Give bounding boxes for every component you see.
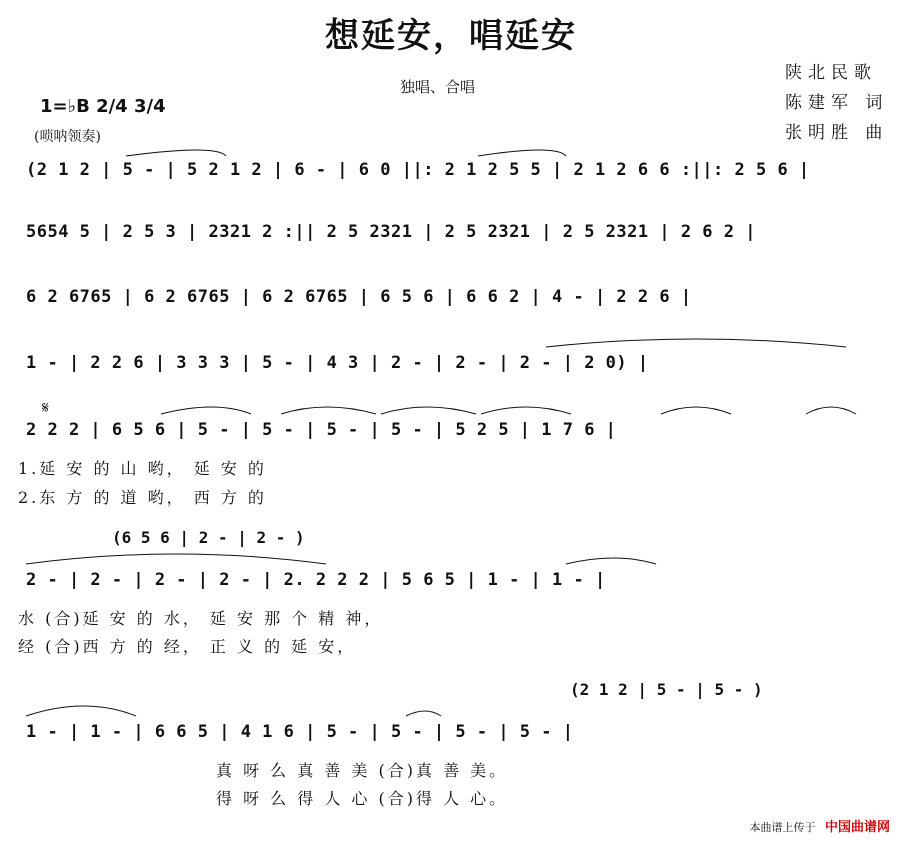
interlude-overlay-2: (2 1 2 | 5 - | 5 - ) xyxy=(570,680,763,699)
lyric-verse-1c: 真 呀 么 真 善 美 (合)真 善 美。 xyxy=(216,761,509,780)
notation-line: (2 1 2 | 5 - | 5 2 1 2 | 6 - | 6 0 ||: 2 1 2 5 5 | 2 1 2 6 6 :||: 2 5 6 | xyxy=(26,160,810,180)
score-row-7 xyxy=(26,722,882,752)
song-subtitle: 独唱、合唱 xyxy=(400,78,476,96)
song-title: 想延安，唱延安 xyxy=(325,16,577,56)
score-row-3 xyxy=(26,287,882,317)
credit-lyricist: 陈建军 词 xyxy=(785,93,889,113)
lyric-verse-1: 1.延 安 的 山 哟， 延 安 的 xyxy=(18,459,267,478)
notation-line: 6 2 6765 | 6 2 6765 | 6 2 6765 | 6 5 6 | 6 6 2 | 4 - | 2 2 6 | xyxy=(26,287,692,307)
lyric-verse-2c: 得 呀 么 得 人 心 (合)得 人 心。 xyxy=(216,789,509,808)
notation-line: 2 2 2 | 6 5 6 | 5 - | 5 - | 5 - | 5 - | 5 2 5 | 1 7 6 | xyxy=(26,420,617,440)
lyric-verse-2: 2.东 方 的 道 哟， 西 方 的 xyxy=(18,488,267,507)
notation-line: 5654 5 | 2 5 3 | 2321 2 :|| 2 5 2321 | 2 5 2321 | 2 5 2321 | 2 6 2 | xyxy=(26,222,756,242)
notation-line: 1 - | 2 2 6 | 3 3 3 | 5 - | 4 3 | 2 - | 2 - | 2 - | 2 0) | xyxy=(26,353,649,373)
segno-mark: 𝄋 xyxy=(42,398,49,417)
key-signature: 1=♭B 2/4 3/4 xyxy=(40,96,166,117)
score-row-5 xyxy=(26,420,882,450)
lyric-verse-2b: 经 (合)西 方 的 经， 正 义 的 延 安， xyxy=(18,637,357,656)
lyric-verse-1b: 水 (合)延 安 的 水， 延 安 那 个 精 神， xyxy=(18,609,384,628)
score-row-4 xyxy=(26,353,882,383)
performance-note: (唢呐领奏) xyxy=(34,129,101,145)
notation-line: 2 - | 2 - | 2 - | 2 - | 2. 2 2 2 | 5 6 5 | 1 - | 1 - | xyxy=(26,570,606,590)
credit-composer: 张明胜 曲 xyxy=(785,123,889,143)
footer-text: 本曲谱上传于 xyxy=(749,821,816,834)
site-logo[interactable]: 中国曲谱网 xyxy=(824,820,890,835)
credit-source: 陕北民歌 xyxy=(785,63,877,83)
footer-credit xyxy=(749,816,890,835)
interlude-overlay: (6 5 6 | 2 - | 2 - ) xyxy=(112,528,305,547)
notation-line: 1 - | 1 - | 6 6 5 | 4 1 6 | 5 - | 5 - | 5 - | 5 - | xyxy=(26,722,574,742)
score-row-6 xyxy=(26,570,882,600)
score-row-1 xyxy=(26,160,882,190)
score-row-2 xyxy=(26,222,882,252)
